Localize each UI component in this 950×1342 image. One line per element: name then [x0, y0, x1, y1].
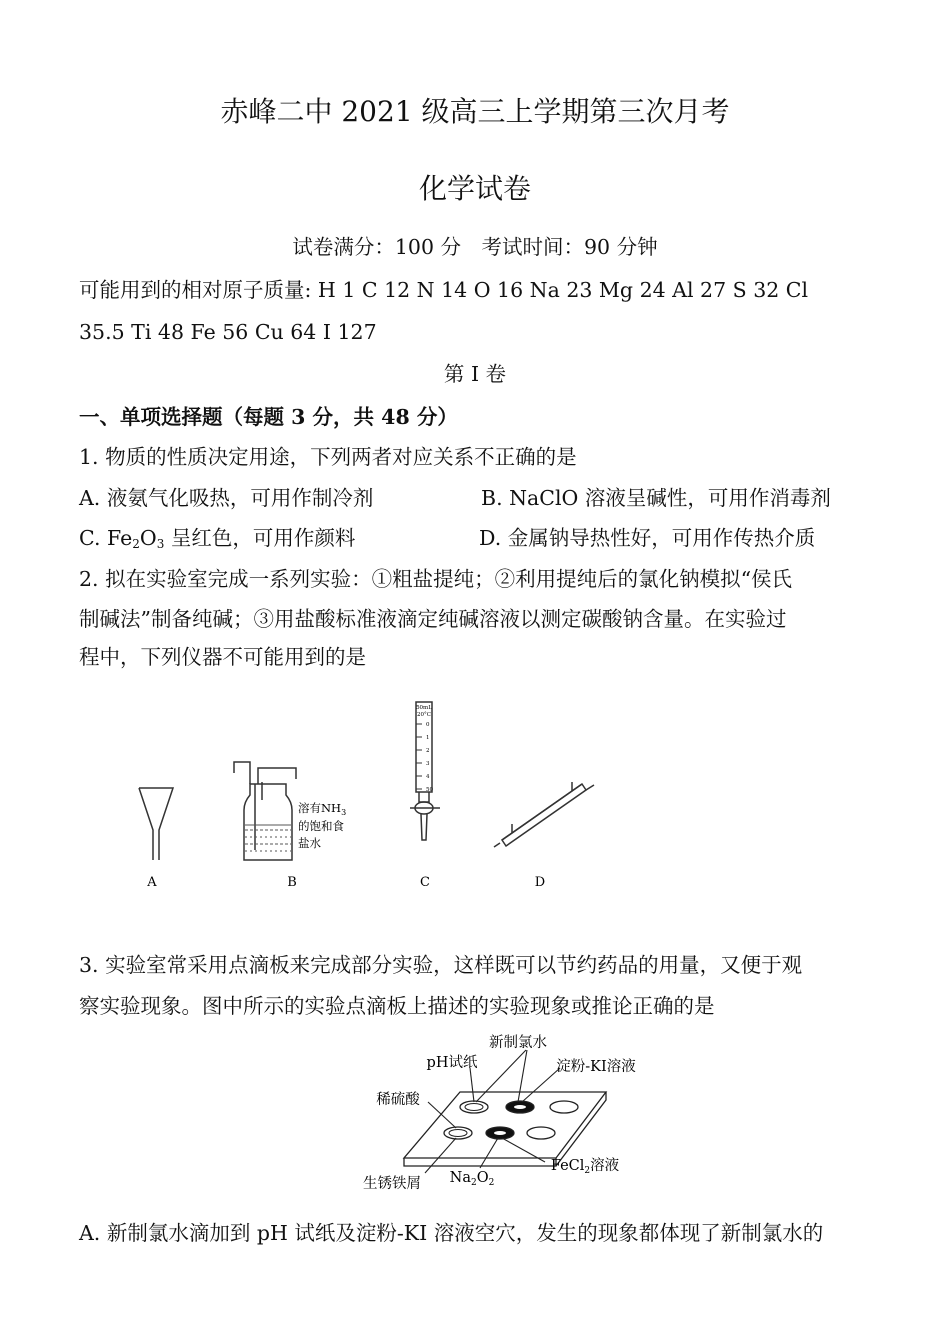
well-empty-2 — [527, 1127, 555, 1139]
burette-temperature: 20°C — [417, 712, 431, 718]
exam-subtitle: 化学试卷 — [418, 172, 531, 205]
well-ph-paper — [460, 1101, 488, 1113]
atomic-masses-line-2: 35.5 Ti 48 Fe 56 Cu 64 I 127 — [79, 320, 377, 344]
label-b: B — [287, 875, 297, 890]
label-starch-ki: 淀粉-KI溶液 — [556, 1059, 636, 1075]
burette-tick-label: 4 — [426, 774, 430, 780]
condenser-drawing — [494, 782, 594, 847]
burette-volume: 50mL — [416, 705, 432, 711]
well-rusty-iron — [444, 1127, 472, 1139]
label-ph-paper: pH试纸 — [426, 1055, 478, 1071]
label-dilute-acid: 稀硫酸 — [376, 1092, 420, 1108]
burette-tick-label: 0 — [426, 722, 430, 728]
q2-line-3: 程中，下列仪器不可能用到的是 — [79, 645, 366, 669]
q3-line-2: 察实验现象。图中所示的实验点滴板上描述的实验现象或推论正确的是 — [79, 994, 715, 1018]
bottle-label-line-1: 溶有$NH_3$ — [298, 801, 347, 817]
volume-heading: 第 I 卷 — [443, 362, 507, 386]
exam-title: 赤峰二中 2021 级高三上学期第三次月考 — [220, 95, 730, 128]
label-chlorine-water: 新制氯水 — [489, 1035, 547, 1051]
bottle-label-line-3: 盐水 — [298, 836, 321, 850]
q3-line-1: 3. 实验室常采用点滴板来完成部分实验，这样既可以节约药品的用量，又便于观 — [79, 953, 803, 977]
burette-tick-label: 2 — [426, 748, 430, 754]
label-fecl2: FeCl$_2$溶液 — [550, 1158, 620, 1176]
label-c: C — [420, 875, 430, 890]
q1-stem: 1. 物质的性质决定用途，下列两者对应关系不正确的是 — [79, 445, 577, 469]
q2-line-1: 2. 拟在实验室完成一系列实验：①粗盐提纯；②利用提纯后的氯化钠模拟“侯氏 — [79, 567, 793, 591]
burette-marks — [416, 722, 433, 793]
q1-option-a: A. 液氨气化吸热，可用作制冷剂 — [79, 486, 374, 510]
spot-plate-figure — [350, 1030, 640, 1200]
q3-option-a: A. 新制氯水滴加到 pH 试纸及淀粉-KI 溶液空穴，发生的现象都体现了新制氯水的 — [79, 1221, 824, 1245]
liquid-lines — [245, 825, 291, 851]
q1-option-c: C. $Fe_2O_3$ 呈红色，可用作颜料 — [79, 526, 356, 551]
burette-drawing — [410, 702, 440, 840]
q2-line-2: 制碱法”制备纯碱；③用盐酸标准液滴定纯碱溶液以测定碳酸钠含量。在实验过 — [79, 607, 787, 631]
burette-tick-label: 1 — [426, 735, 430, 741]
well-empty-1 — [550, 1101, 578, 1113]
q1-option-b: B. NaClO 溶液呈碱性，可用作消毒剂 — [481, 486, 831, 510]
burette-tick-label: 3 — [426, 761, 430, 767]
atomic-masses-line-1: 可能用到的相对原子质量: H 1 C 12 N 14 O 16 Na 23 Mg 24 Al 27 S 32 Cl — [79, 278, 809, 302]
label-rusty-iron: 生锈铁屑 — [363, 1176, 421, 1192]
q1-option-d: D. 金属钠导热性好，可用作传热介质 — [479, 526, 816, 550]
burette-tick-label: 50 — [426, 787, 433, 793]
section-title: 一、单项选择题（每题 3 分，共 48 分） — [79, 405, 458, 429]
label-d: D — [534, 875, 546, 890]
label-na2o2: $Na_2O_2$ — [449, 1170, 495, 1188]
exam-info: 试卷满分：100 分 考试时间：90 分钟 — [292, 235, 658, 259]
bottle-label-line-2: 的饱和食 — [298, 819, 344, 833]
apparatus-figure — [110, 690, 630, 900]
funnel-drawing — [139, 788, 173, 860]
gas-washing-bottle-drawing — [234, 762, 296, 860]
label-a: A — [147, 875, 157, 890]
